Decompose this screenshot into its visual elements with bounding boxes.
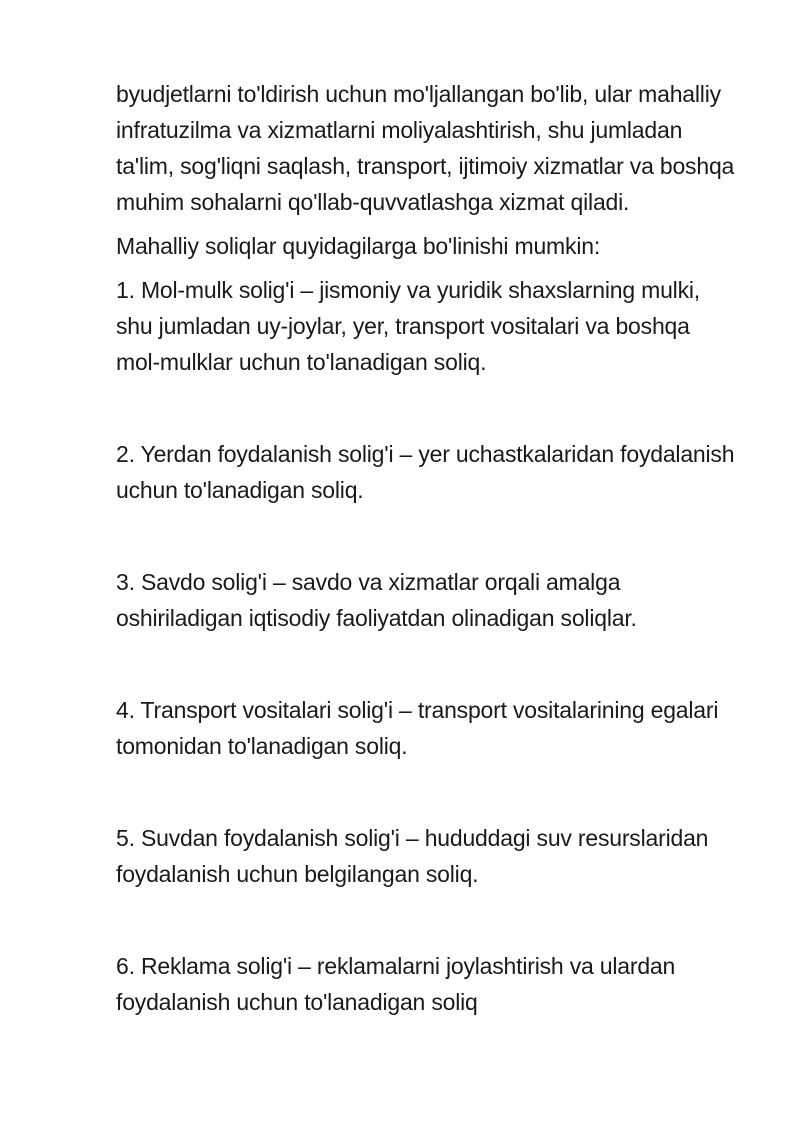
- list-intro: Mahalliy soliqlar quyidagilarga bo'linishi mumkin:: [116, 233, 601, 259]
- list-item-transport: 4. Transport vositalari solig'i – transport vositalarining egalari tomonidan to'lanadigan soliq.: [116, 697, 719, 759]
- document-page: [116, 76, 736, 1020]
- spacer: [116, 892, 736, 948]
- list-item-suvdan-foydalanish: 5. Suvdan foydalanish solig'i – hududdagi suv resurslaridan foydalanish uchun belgilangan soliq.: [116, 825, 709, 887]
- list-item-savdo: 3. Savdo solig'i – savdo va xizmatlar orqali amalga oshiriladigan iqtisodiy faoliyatdan olinadigan soliqlar.: [116, 569, 637, 631]
- spacer: [116, 380, 736, 436]
- list-item-yerdan-foydalanish: 2. Yerdan foydalanish solig'i – yer uchastkalaridan foydalanish uchun to'lanadigan soliq.: [116, 441, 735, 503]
- spacer: [116, 764, 736, 820]
- intro-paragraph: byudjetlarni to'ldirish uchun mo'ljallangan bo'lib, ular mahalliy infratuzilma va xizmatlarni moliyalashtirish, shu jumladan ta'lim, sog'liqni saqlash, transport, ijtimoiy xizmatlar va boshqa muhim sohalarni qo'llab-quvvatlashga xizmat qiladi.: [116, 81, 735, 215]
- spacer: [116, 636, 736, 692]
- spacer: [116, 508, 736, 564]
- list-item-reklama: 6. Reklama solig'i – reklamalarni joylashtirish va ulardan foydalanish uchun to'lanadigan soliq: [116, 953, 676, 1015]
- list-item-mol-mulk: 1. Mol-mulk solig'i – jismoniy va yuridik shaxslarning mulki, shu jumladan uy-joylar, yer, transport vositalari va boshqa mol-mulklar uchun to'lanadigan soliq.: [116, 277, 700, 375]
